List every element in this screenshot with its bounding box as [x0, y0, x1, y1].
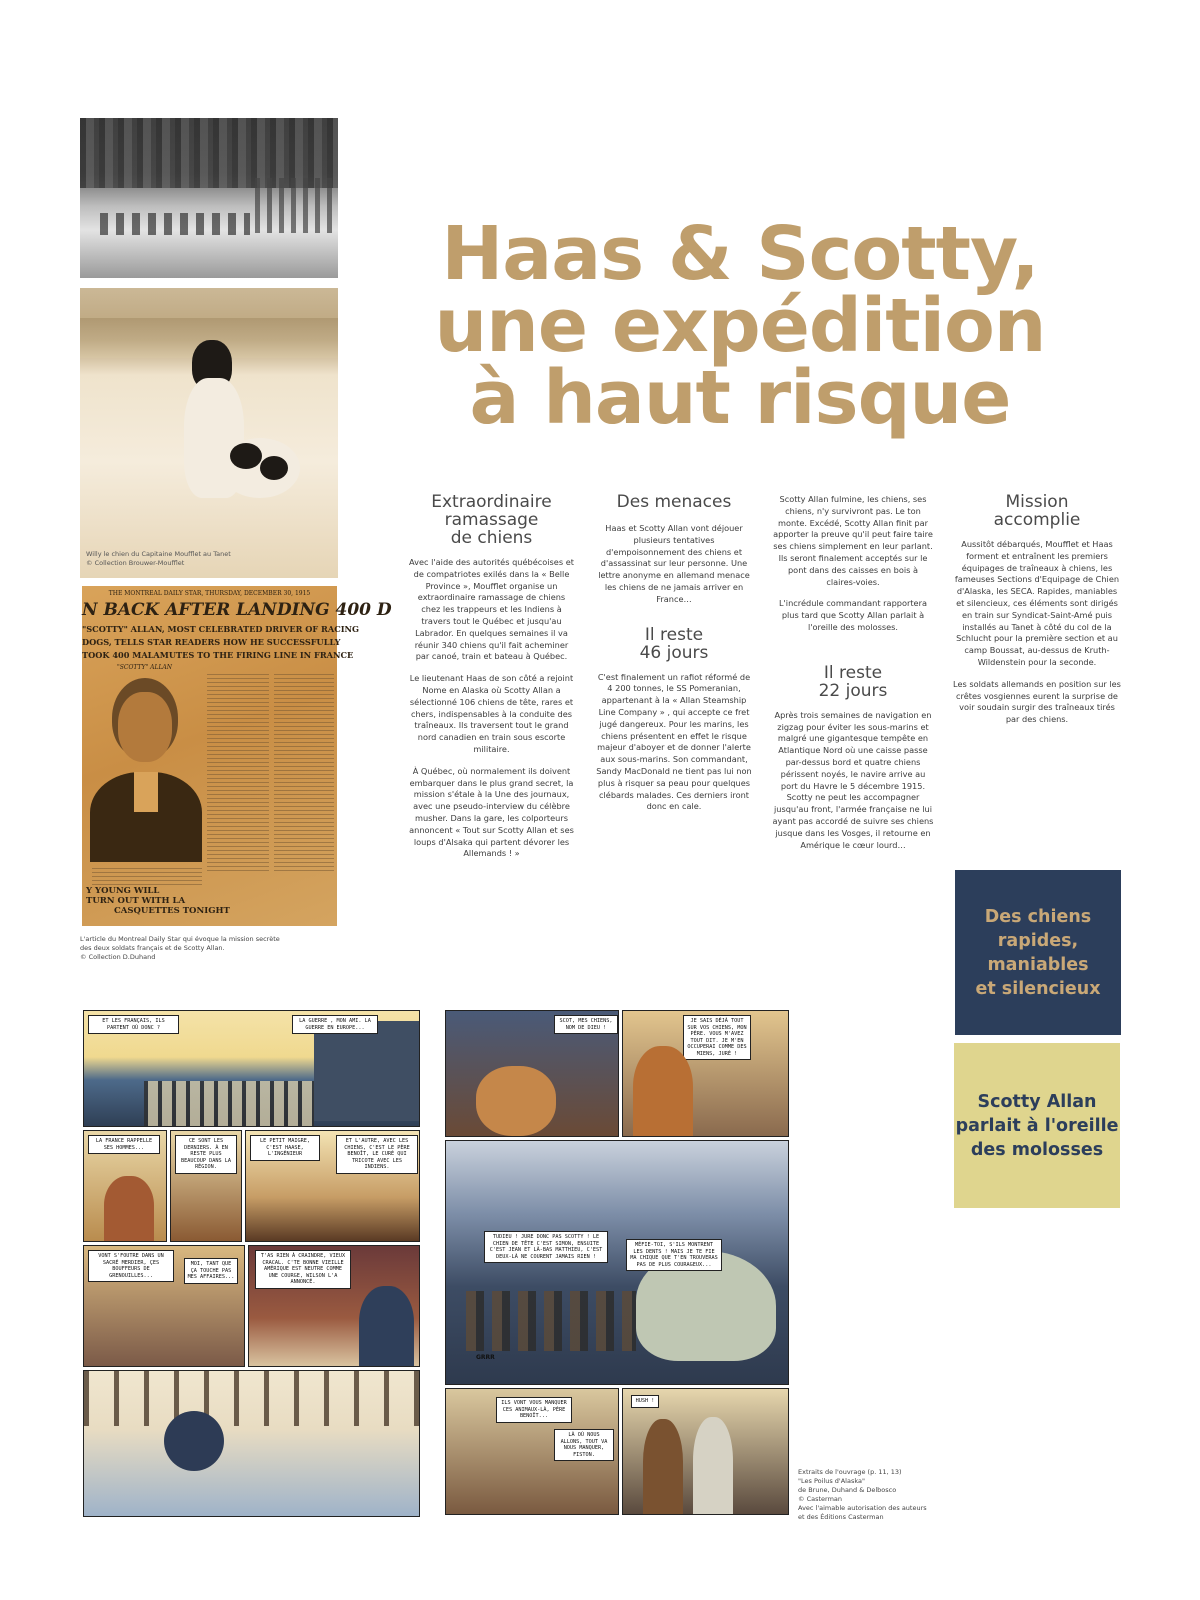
comic-panel-snow-street — [83, 1370, 420, 1517]
column-scotty — [772, 494, 934, 861]
paragraph: Aussitôt débarqués, Moufflet et Haas forment et entraînent les premiers équipages de traîneaux à chiens, les fameuses Sections d'Equipage de Chien d'Alaska, les SECA. Rapides, maniables et silencieux, ces éléments sont dirigés en train sur Syndicat-Saint-Amé puis installés au Tanet à côté du col de la Schlucht pour la première section et au camp Boussat, au-dessus de Kruth-Wildenstein pour la seconde. — [954, 539, 1120, 667]
newspaper-headline: N BACK AFTER LANDING 400 D — [82, 600, 392, 620]
newspaper-clipping — [82, 586, 392, 926]
newspaper-subhead-1: "SCOTTY" ALLAN, MOST CELEBRATED DRIVER OF RACING — [82, 624, 360, 634]
callout-line: maniables — [987, 954, 1089, 975]
column-menaces-heading: Des menaces — [616, 492, 732, 512]
credit-line: et des Éditions Casterman — [798, 1513, 884, 1521]
callout-line: rapides, — [997, 930, 1079, 951]
newspaper-subhead-3: TOOK 400 MALAMUTES TO THE FIRING LINE IN FRANCE — [82, 650, 354, 660]
comic-panel — [622, 1388, 789, 1515]
speech-bubble: LE PETIT MAIGRE, C'EST HAASE, L'INGÉNIEUR — [250, 1135, 320, 1161]
heading-line: Il reste — [644, 624, 704, 645]
paragraph: Après trois semaines de navigation en zigzag pour éviter les sous-marins et malgré une gigantesque tempête en Atlantique Nord où une caisse passe par-dessus bord et quatre chiens périssent noyés, le navire arrive au port du Havre le 5 décembre 1915. Scotty ne peut les accompagner jusqu'au front, l'armée française ne lui ayant pas accordé de suivre ses chiens jusque dans les Vosges, il retourne en Amérique le cœur lourd… — [772, 709, 934, 850]
speech-bubble: ET LES FRANÇAIS, ILS PARTENT OÙ DONC ? — [88, 1015, 179, 1034]
title-line-2: une expédition — [434, 283, 1046, 369]
comic-panel-harbor — [83, 1010, 420, 1127]
comic-panel — [245, 1130, 420, 1242]
newspaper-subhead-2: DOGS, TELLS STAR READERS HOW HE SUCCESSFULLY — [82, 637, 341, 647]
comic-panel — [445, 1388, 619, 1515]
callout-line: et silencieux — [975, 978, 1101, 999]
sled-team-photo — [80, 118, 338, 278]
comic-panel-dock-dogs — [445, 1140, 789, 1385]
newspaper-byline: "SCOTTY" ALLAN — [117, 664, 173, 671]
comic-panel — [445, 1010, 619, 1137]
credit-line: "Les Poilus d'Alaska" — [798, 1477, 865, 1485]
comic-panel — [622, 1010, 789, 1137]
heading-line: Extraordinaire — [431, 492, 552, 512]
paragraph: Scotty Allan fulmine, les chiens, ses chiens, n'y survivront pas. Le ton monte. Excédé, Scotty Allan finit par apporter la preuve qu'il peut faire taire ses chiens simplement en leur parlant. Ils seront finalement acceptés sur le pont dans des caisses en bois à claires-voies. — [773, 494, 933, 587]
heading-line: Mission — [1005, 492, 1069, 512]
comic-page-left — [80, 1007, 425, 1520]
newspaper-footer-1: Y YOUNG WILL — [86, 886, 160, 896]
column-ramassage-heading — [409, 493, 574, 547]
speech-bubble: MOI, TANT QUE ÇA TOUCHE PAS MES AFFAIRES... — [184, 1258, 238, 1284]
column-22-jours-heading — [772, 664, 934, 700]
credit-line: Avec l'aimable autorisation des auteurs — [798, 1504, 927, 1512]
dog-caption-line1: Willy le chien du Capitaine Moufflet au Tanet — [86, 550, 231, 558]
scotty-callout-box — [954, 1043, 1120, 1208]
newspaper-footer-3: CASQUETTES TONIGHT — [114, 906, 230, 916]
paragraph: L'incrédule commandant rapportera plus tard que Scotty Allan parlait à l'oreille des molosses. — [779, 598, 927, 632]
heading-line: 46 jours — [639, 642, 709, 663]
dog-caption-line2: © Collection Brouwer-Moufflet — [86, 559, 185, 567]
speech-bubble: MÉFIE-TOI, S'ILS MONTRENT LES DENTS ! MAIS JE TE FIE MA CHIQUE QUE T'EN TROUVERAS PAS DE PLUS COURAGEUX... — [626, 1239, 722, 1271]
news-caption-line1: L'article du Montreal Daily Star qui évoque la mission secrète — [80, 935, 280, 943]
comic-page-right — [445, 1010, 787, 1518]
paragraph: Avec l'aide des autorités québécoises et de compatriotes exilés dans la « Belle Province », Moufflet organise un extraordinaire ramassage de chiens chez les trappeurs et les Indiens à travers tout le Québec et jusqu'au Labrador. En quelques semaines il va réunir 340 chiens qu'il fait acheminer par canoé, train et bateau à Québec. — [409, 557, 574, 662]
speech-bubble: T'AS RIEN À CRAINDRE, VIEUX CRACAL. C'TE BONNE VIEILLE AMÉRIQUE EST NEUTRE COMME UNE COURGE, WILSON L'A ANNONCÉ. — [255, 1250, 351, 1289]
credit-line: © Casterman — [798, 1495, 843, 1503]
speech-bubble: TUDIEU ! JURE DONC PAS SCOTTY ! LE CHIEN DE TÊTE C'EST SIMON, ENSUITE C'EST JEAN ET LÀ-BAS MATTHIEU, C'EST DEUX-LÀ NE COURENT JAMAIS RIEN ! — [484, 1231, 608, 1263]
column-mission — [952, 493, 1122, 736]
column-menaces — [594, 493, 754, 823]
comic-panel — [83, 1245, 245, 1367]
speech-bubble: CE SONT LES DERNIERS. À EN RESTE PLUS BEAUCOUP DANS LA RÉGION. — [175, 1135, 237, 1174]
news-caption-line2: des deux soldats français et de Scotty Allan. — [80, 944, 225, 952]
comic-panel — [83, 1130, 167, 1242]
credit-line: Extraits de l'ouvrage (p. 11, 13) — [798, 1468, 902, 1476]
speech-bubble: ILS VONT VOUS MANQUER CES ANIMAUX-LÀ, PÈRE BENOÎT... — [496, 1397, 572, 1423]
callout-line: parlait à l'oreille — [955, 1115, 1119, 1136]
title-line-1: Haas & Scotty, — [441, 211, 1039, 297]
heading-line: Il reste — [823, 662, 883, 683]
speech-bubble: LA GUERRE , MON AMI. LA GUERRE EN EUROPE... — [292, 1015, 378, 1034]
column-46-jours-heading — [594, 626, 754, 662]
paragraph: C'est finalement un rafiot réformé de 4 200 tonnes, le SS Pomeranian, appartenant à la « Allan Steamship Line Company » , qui accepte ce fret jugé dangereux. Pour les marins, les chiens présentent en effet le risque majeur d'aboyer et de donner l'alerte aux sous-marins. Son commandant, Sandy MacDonald ne tient pas lui non plus à risquer sa peau pour quelques clébards malades. Ces derniers iront donc en cale. — [596, 671, 752, 812]
callout-line: Scotty Allan — [977, 1091, 1097, 1112]
speech-bubble: VONT S'FOUTRE DANS UN SACRÉ MERDIER, ÇES BOUFFEURS DE GRENOUILLES... — [88, 1250, 174, 1282]
growl-sound: GRRR — [476, 1354, 495, 1361]
heading-line: de chiens — [450, 528, 533, 548]
callout-line: Des chiens — [984, 906, 1092, 927]
speech-bubble: LA FRANCE RAPPELLE SES HOMMES... — [88, 1135, 160, 1154]
comic-credits — [798, 1468, 948, 1522]
column-ramassage — [409, 493, 574, 870]
callout-line: des molosses — [970, 1139, 1104, 1160]
paragraph: Haas et Scotty Allan vont déjouer plusieurs tentatives d'empoisonnement des chiens et d'assassinat sur leur personne. Une lettre anonyme en allemand menace les chiens de ne jamais arriver en France… — [598, 523, 750, 604]
speech-bubble: JE SAIS DÉJÀ TOUT SUR VOS CHIENS, MON PÈRE. VOUS M'AVEZ TOUT DIT. JE M'EN OCCUPERAI COMME DES MIENS, JURÉ ! — [683, 1015, 751, 1060]
speech-bubble: LÀ OÙ NOUS ALLONS, TOUT VA NOUS MANQUER, FISTON. — [554, 1429, 614, 1461]
credit-line: de Brune, Duhand & Delbosco — [798, 1486, 897, 1494]
heading-line: ramassage — [444, 510, 539, 530]
title-line-3: à haut risque — [469, 355, 1011, 441]
speech-bubble: SCOT, MES CHIENS, NOM DE DIEU ! — [554, 1015, 618, 1034]
speech-bubble: ET L'AUTRE, AVEC LES CHIENS, C'EST LE PÈRE BENOÎT, LE CURÉ QUI TRICOTE AVEC LES INDIENS. — [336, 1135, 418, 1174]
page-title — [420, 211, 1060, 441]
scotty-allan-portrait — [90, 672, 202, 862]
paragraph: À Québec, où normalement ils doivent embarquer dans le plus grand secret, la mission s'étale à la Une des journaux, avec une pseudo-interview du célèbre musher. Dans la gare, les colporteurs annoncent « Tout sur Scotty Allan et ses loups d'Alsaka qui partent dévorer les Allemands ! » — [409, 765, 574, 859]
newspaper-footer-2: TURN OUT WITH LA — [86, 896, 186, 906]
newspaper-masthead: THE MONTREAL DAILY STAR, THURSDAY, DECEMBER 30, 1915 — [108, 590, 311, 597]
heading-line: accomplie — [993, 510, 1081, 530]
dogs-callout-box — [955, 870, 1121, 1035]
heading-line: 22 jours — [818, 680, 888, 701]
comic-panel — [248, 1245, 420, 1367]
news-caption-line3: © Collection D.Duhand — [80, 953, 156, 961]
comic-panel — [170, 1130, 242, 1242]
paragraph: Le lieutenant Haas de son côté a rejoint Nome en Alaska où Scotty Allan a sélectionné 106 chiens de tête, rares et chers, indispensables à la conduite des traîneaux. Ils traversent tout le grand nord canadien en train sous escorte militaire. — [409, 673, 574, 754]
speech-bubble: HUSH ! — [631, 1395, 659, 1408]
column-mission-heading — [952, 493, 1122, 529]
dog-willy-photo — [80, 288, 338, 578]
paragraph: Les soldats allemands en position sur les crêtes vosgiennes eurent la surprise de voir soudain surgir des traîneaux tirés par des chiens. — [953, 678, 1121, 725]
